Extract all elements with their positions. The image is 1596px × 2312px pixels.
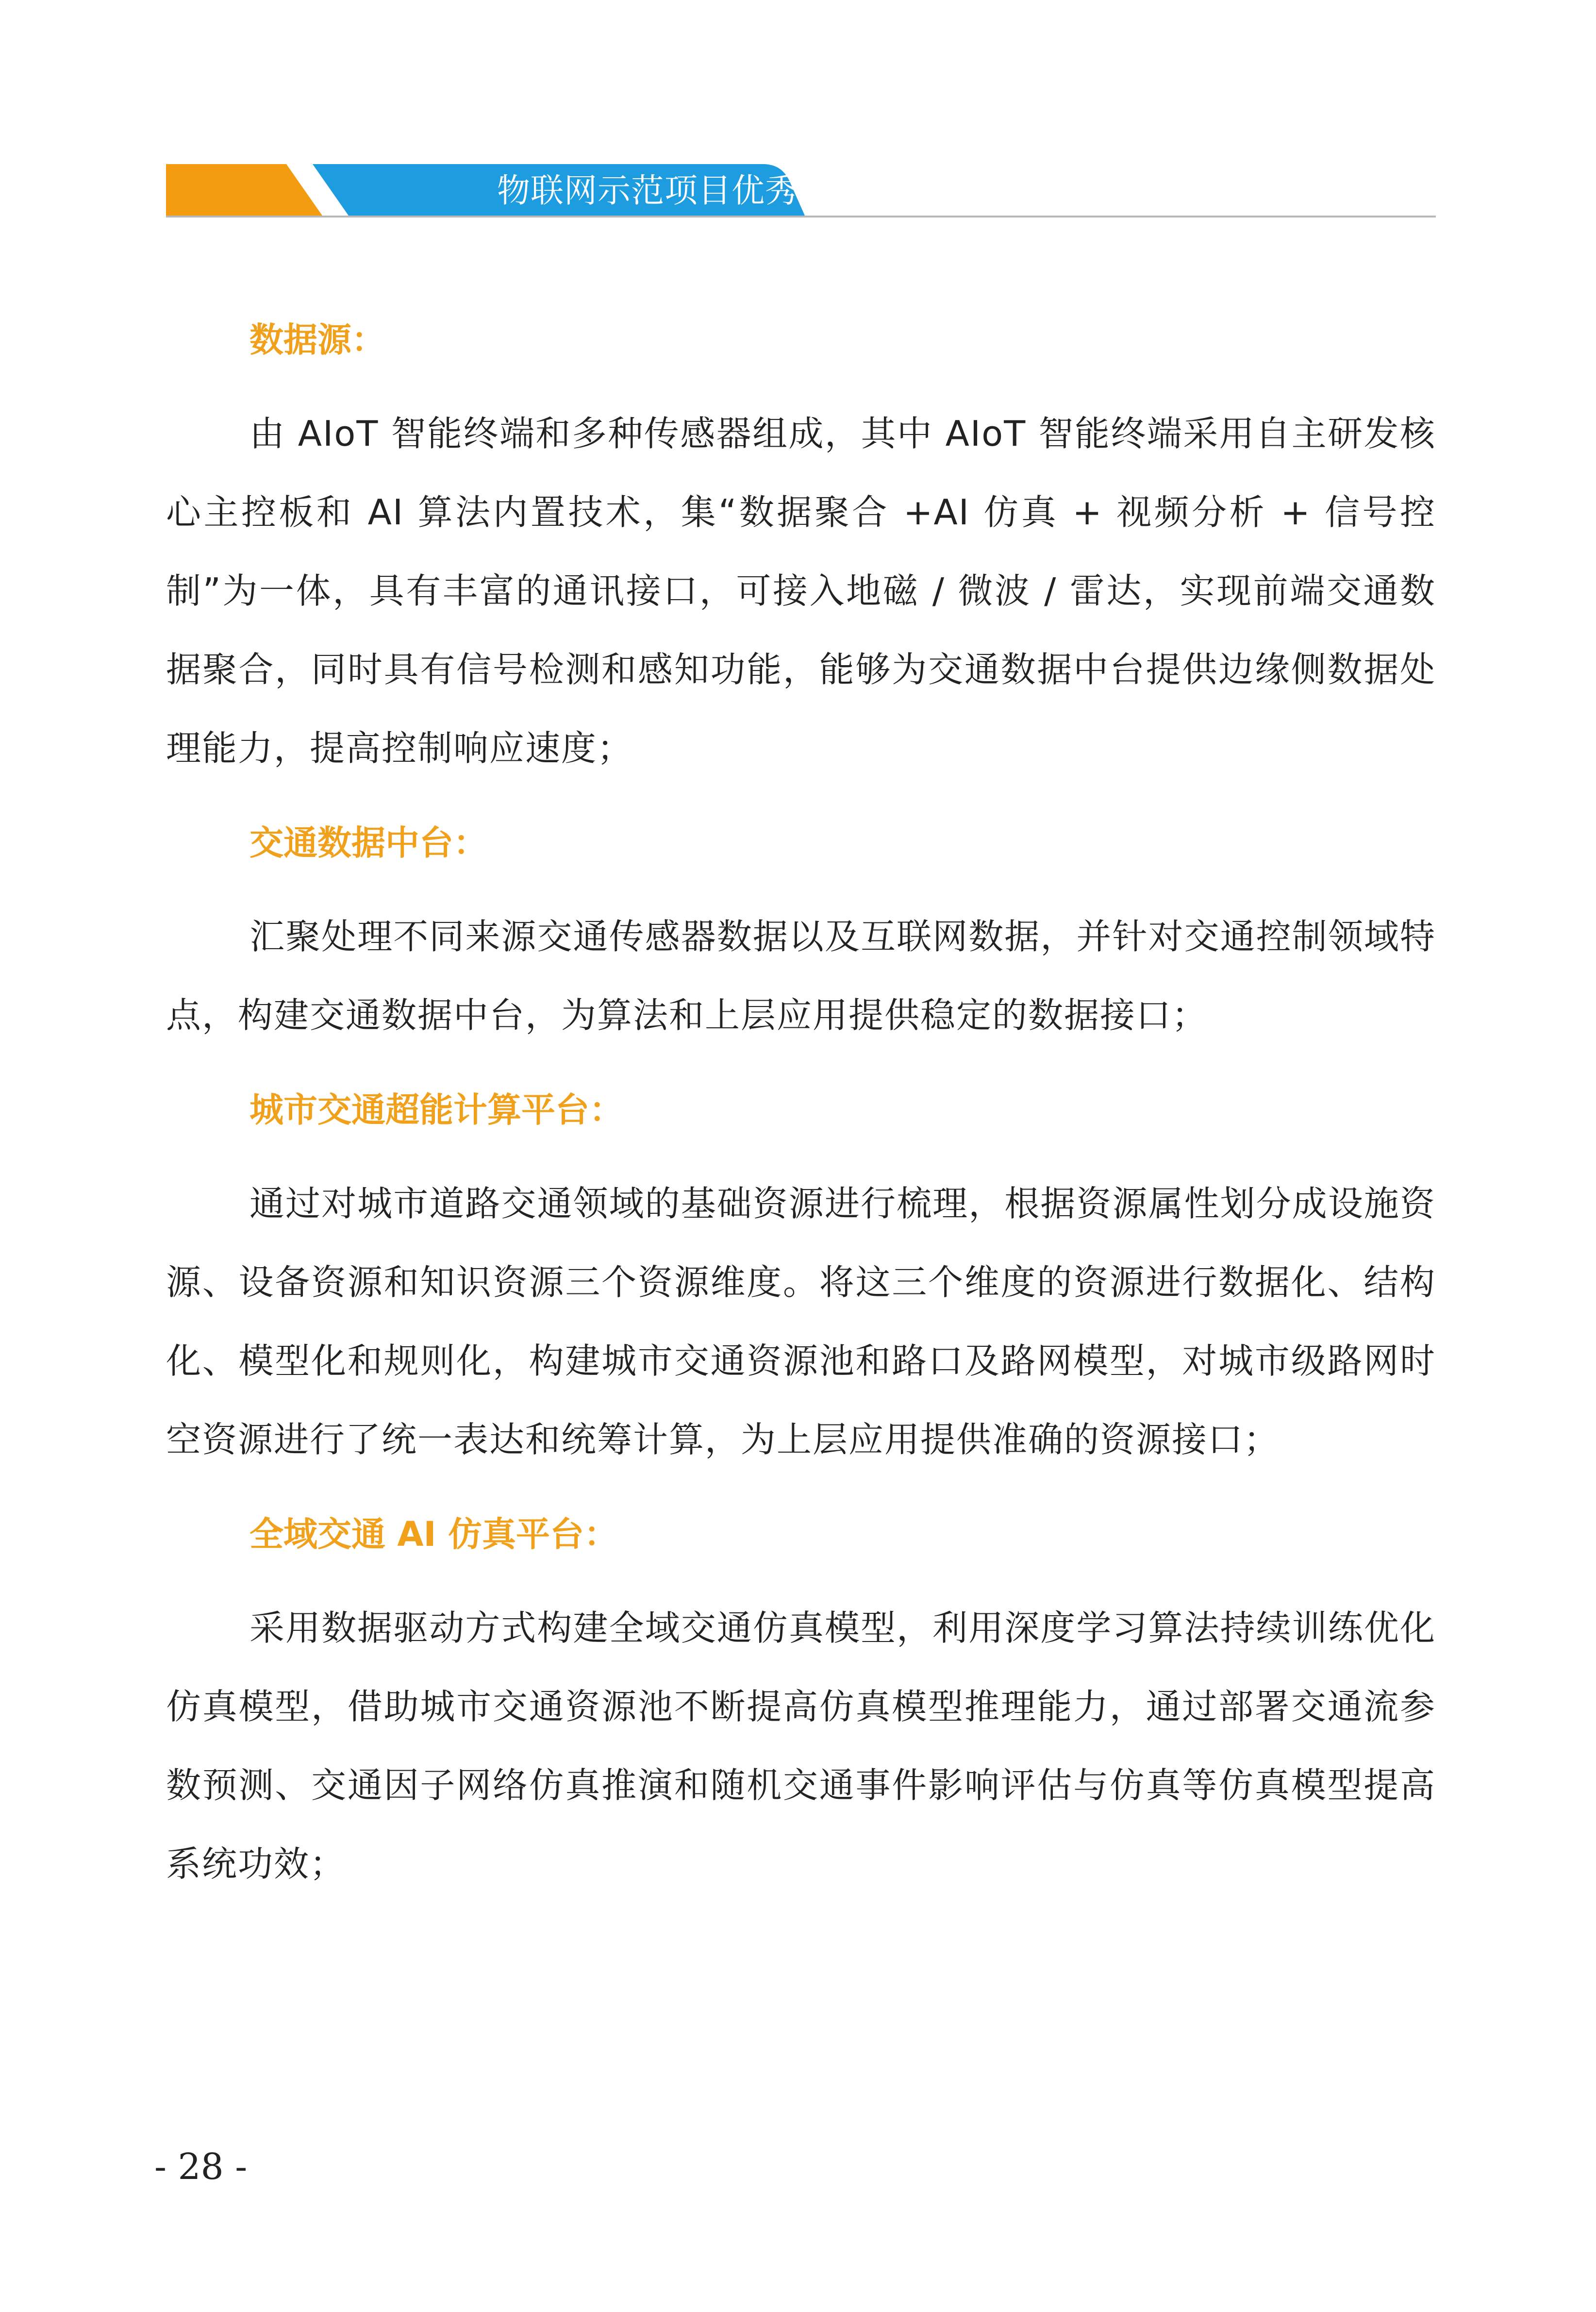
section-heading-urban-computing-platform: 城市交通超能计算平台：: [249, 1090, 623, 1130]
section-paragraph-urban-computing-platform: 通过对城市道路交通领域的基础资源进行梳理，根据资源属性划分成设施资源、设备资源和知识资源三个资源维度。将这三个维度的资源进行数据化、结构化、模型化和规则化，构建城市交通资源池和路口及路网模型，对城市级路网时空资源进行了统一表达和统筹计算，为上层应用提供准确的资源接口；: [166, 1183, 1436, 1460]
section-heading-data-source: 数据源：: [249, 320, 385, 360]
page-number: - 28 -: [154, 2146, 248, 2188]
section-paragraph-traffic-data-platform: 汇聚处理不同来源交通传感器数据以及互联网数据，并针对交通控制领域特点，构建交通数据中台，为算法和上层应用提供稳定的数据接口；: [166, 916, 1436, 1036]
header-title: 物联网示范项目优秀案例集: [497, 172, 899, 210]
section-heading-ai-simulation-platform: 全域交通 AI 仿真平台：: [249, 1514, 618, 1554]
section-paragraph-data-source: 由 AIoT 智能终端和多种传感器组成，其中 AIoT 智能终端采用自主研发核心主控板和 AI 算法内置技术，集“数据聚合 +AI 仿真 + 视频分析 + 信号控制”为一体，具有丰富的通讯接口，可接入地磁 / 微波 / 雷达，实现前端交通数据聚合，同时具有信号检测和感知功能，能够为交通数据中台提供边缘侧数据处理能力，提高控制响应速度；: [166, 413, 1436, 769]
section-paragraph-ai-simulation-platform: 采用数据驱动方式构建全域交通仿真模型，利用深度学习算法持续训练优化仿真模型，借助城市交通资源池不断提高仿真模型推理能力，通过部署交通流参数预测、交通因子网络仿真推演和随机交通事件影响评估与仿真等仿真模型提高系统功效；: [166, 1608, 1436, 1884]
section-heading-traffic-data-platform: 交通数据中台：: [249, 823, 487, 863]
document-body: [166, 316, 1436, 1934]
page-header: [166, 161, 1436, 221]
